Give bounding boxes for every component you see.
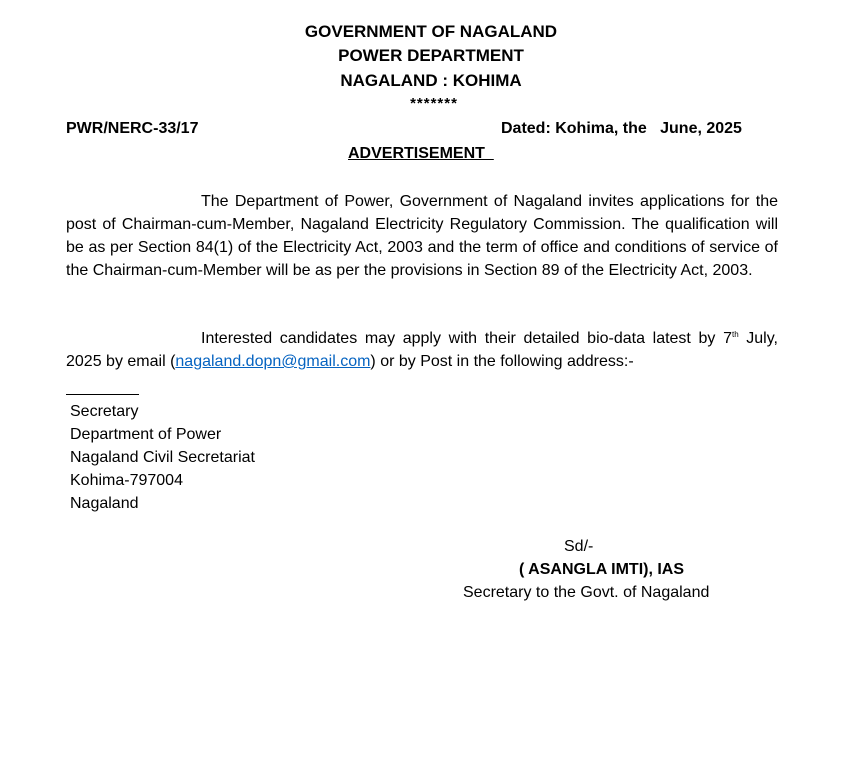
dated-line: Dated: Kohima, the June, 2025 <box>501 120 742 137</box>
address-line: Nagaland Civil Secretariat <box>70 449 255 466</box>
paragraph-2-text-before: Interested candidates may apply with their detailed bio-data latest by 7 <box>201 330 732 347</box>
address-line: Department of Power <box>70 426 222 443</box>
address-line: Secretary <box>70 403 139 420</box>
address-line: Kohima-797004 <box>70 472 183 489</box>
divider-line <box>66 394 139 395</box>
header-stars: ******* <box>410 95 458 112</box>
paragraph-2-text-after: ) or by Post in the following address:- <box>370 353 634 370</box>
paragraph-2 <box>66 327 778 373</box>
header-department: POWER DEPARTMENT <box>338 46 524 65</box>
signatory-designation: Secretary to the Govt. of Nagaland <box>463 584 710 601</box>
ordinal-suffix: th <box>731 330 739 339</box>
address-line: Nagaland <box>70 495 139 512</box>
paragraph-2-text-middle: July, 2025 by email ( <box>66 330 778 370</box>
header-location: NAGALAND : KOHIMA <box>340 71 522 90</box>
paragraph-1-text: The Department of Power, Government of Nagaland invites applications for the post of Chairman-cum-Member, Nagaland Electricity Regulatory Commission. The qualification will be as per Section 84(1) of the Electricity Act, 2003 and the term of office and conditions of service of the Chairman-cum-Member will be as per the provisions in Section 89 of the Electricity Act, 2003. <box>66 193 778 279</box>
signatory-name: ( ASANGLA IMTI), IAS <box>519 561 685 578</box>
header-government: GOVERNMENT OF NAGALAND <box>304 22 558 41</box>
signature-sd: Sd/- <box>564 538 594 555</box>
advertisement-title: ADVERTISEMENT <box>348 145 494 162</box>
address-block <box>70 400 255 515</box>
email-link[interactable]: nagaland.dopn@gmail.com <box>175 353 371 370</box>
paragraph-1 <box>66 190 778 282</box>
reference-number: PWR/NERC-33/17 <box>66 120 199 137</box>
